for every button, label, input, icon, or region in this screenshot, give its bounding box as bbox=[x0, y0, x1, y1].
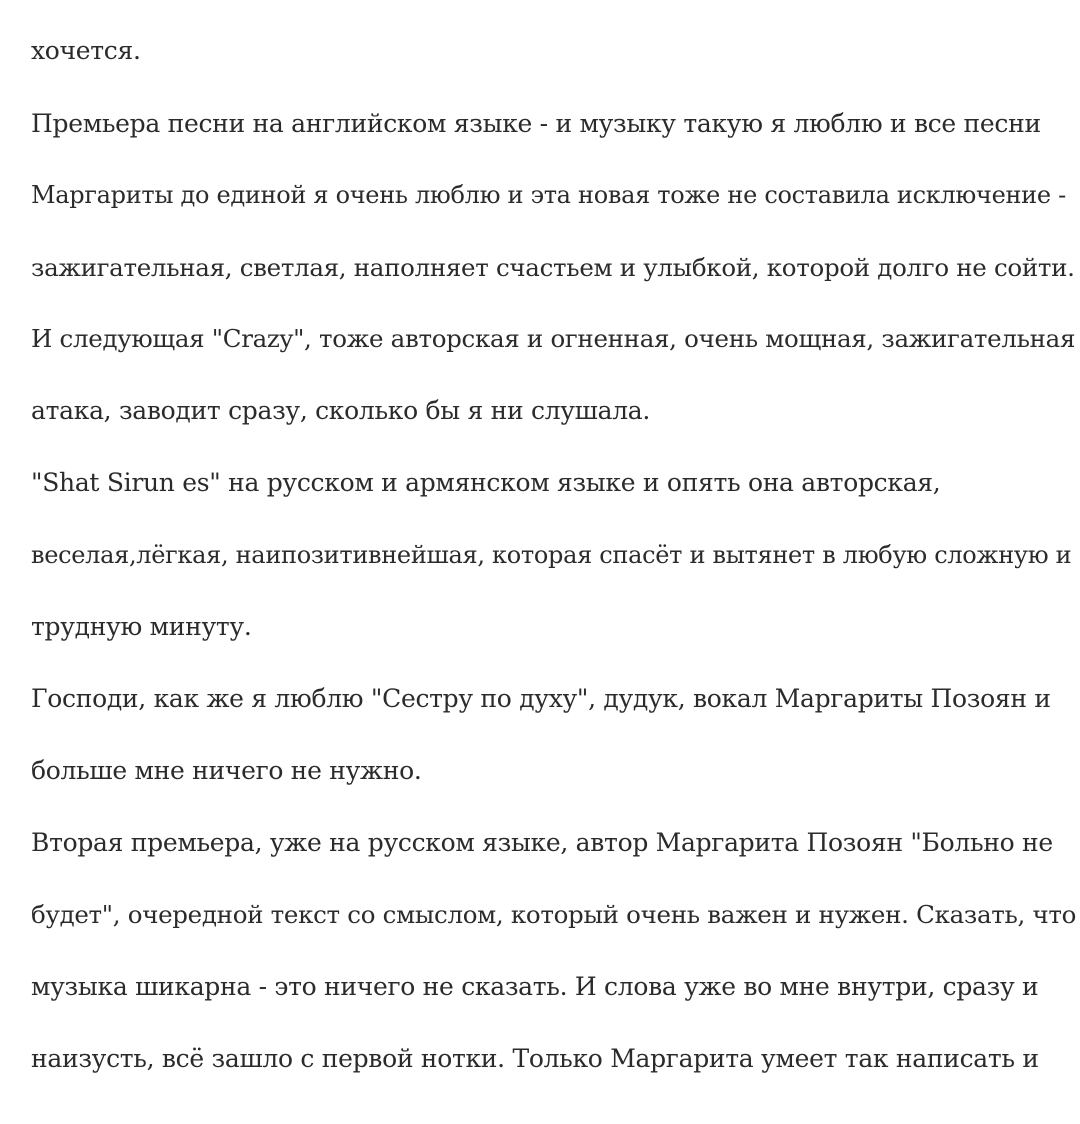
text-line: трудную минуту. bbox=[31, 612, 252, 641]
text-line: Маргариты до единой я очень люблю и эта новая тоже не составила исключение - bbox=[31, 181, 1066, 209]
text-line: будет", очередной текст со смыслом, который очень важен и нужен. Сказать, что bbox=[31, 900, 1077, 929]
text-line: И следующая "Crazy", тоже авторская и огненная, очень мощная, зажигательная bbox=[31, 324, 1076, 353]
text-line: зажигательная, светлая, наполняет счастьем и улыбкой, которой долго не сойти. bbox=[31, 253, 1075, 282]
text-line: наизусть, всё зашло с первой нотки. Только Маргарита умеет так написать и bbox=[31, 1044, 1039, 1073]
text-line: Вторая премьера, уже на русском языке, автор Маргарита Позоян "Больно не bbox=[31, 828, 1053, 857]
text-line: атака, заводит сразу, сколько бы я ни слушала. bbox=[31, 396, 651, 425]
text-line: хочется. bbox=[31, 36, 141, 65]
text-line: больше мне ничего не нужно. bbox=[31, 756, 422, 785]
text-line: Премьера песни на английском языке - и музыку такую я люблю и все песни bbox=[31, 109, 1041, 138]
text-line: "Shat Sirun es" на русском и армянском языке и опять она авторская, bbox=[31, 468, 941, 497]
text-line: веселая,лёгкая, наипозитивнейшая, которая спасёт и вытянет в любую сложную и bbox=[31, 541, 1072, 569]
text-line: Господи, как же я люблю "Сестру по духу", дудук, вокал Маргариты Позоян и bbox=[31, 684, 1051, 713]
text-line: музыка шикарна - это ничего не сказать. И слова уже во мне внутри, сразу и bbox=[31, 972, 1039, 1001]
